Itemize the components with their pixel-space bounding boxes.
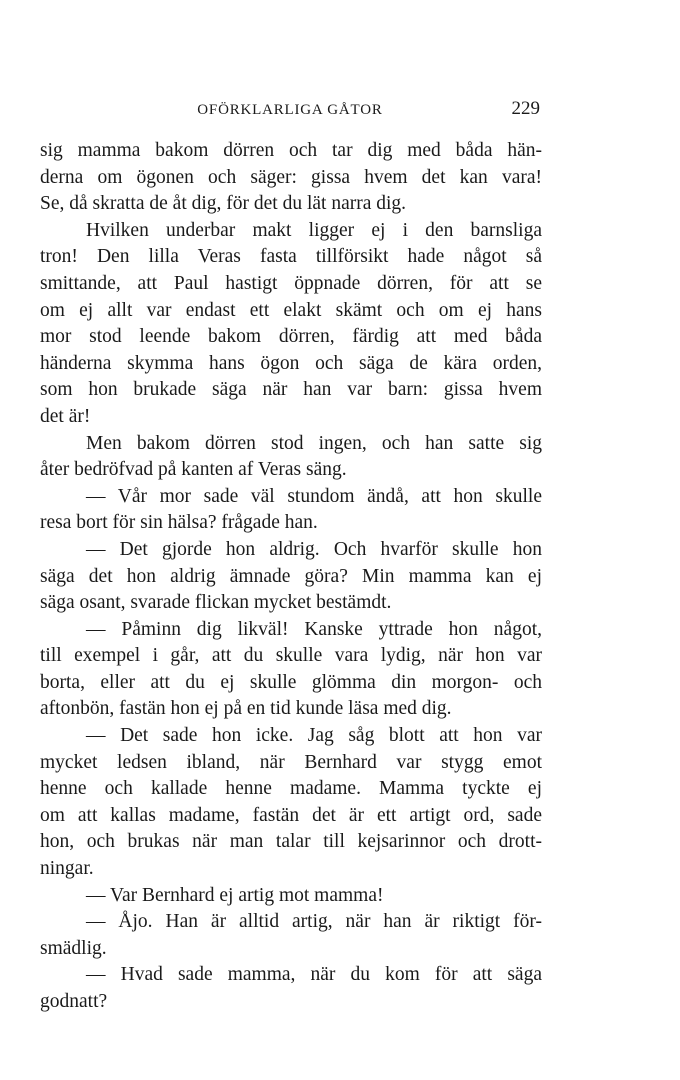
text-line: Se, då skratta de åt dig, för det du lät narra dig.	[40, 193, 407, 215]
running-title: OFÖRKLARLIGA GÅTOR	[197, 102, 383, 118]
text-line: om att kallas madame, fastän det är ett artigt ord, sade	[40, 804, 542, 826]
text-line: — Åjo. Han är alltid artig, när han är riktigt för-	[86, 911, 542, 933]
page-number: 229	[511, 98, 540, 119]
text-line: resa bort för sin hälsa? frågade han.	[40, 512, 318, 534]
text-line: henne och kallade henne madame. Mamma tyckte ej	[40, 778, 542, 800]
text-line: aftonbön, fastän hon ej på en tid kunde läsa med dig.	[40, 698, 452, 720]
text-line: åter bedröfvad på kanten af Veras säng.	[40, 459, 347, 481]
text-line: smittande, att Paul hastigt öppnade dörren, för att se	[40, 272, 542, 294]
text-line: det är!	[40, 405, 91, 427]
paragraph	[40, 138, 542, 218]
text-line: händerna skymma hans ögon och säga de kära orden,	[40, 352, 542, 374]
paragraph	[40, 723, 542, 883]
text-line: — Det sade hon icke. Jag såg blott att hon var	[86, 725, 542, 747]
text-line: — Vår mor sade väl stundom ändå, att hon skulle	[86, 485, 542, 507]
paragraph	[40, 883, 542, 910]
text-line: Hvilken underbar makt ligger ej i den barnsliga	[86, 219, 542, 241]
text-line: mor stod leende bakom dörren, färdig att med båda	[40, 326, 542, 348]
paragraph	[40, 537, 542, 617]
running-head	[40, 98, 540, 124]
text-line: derna om ögonen och säger: gissa hvem det kan vara!	[40, 166, 542, 188]
text-line: Men bakom dörren stod ingen, och han satte sig	[86, 432, 542, 454]
text-line: godnatt?	[40, 991, 108, 1012]
paragraph	[40, 218, 542, 431]
text-line: — Det gjorde hon aldrig. Och hvarför skulle hon	[86, 538, 542, 560]
body-text	[40, 138, 542, 1016]
text-line: — Var Bernhard ej artig mot mamma!	[86, 884, 384, 906]
text-line: — Påminn dig likväl! Kanske yttrade hon något,	[86, 618, 542, 640]
text-line: om ej allt var endast ett elakt skämt och om ej hans	[40, 299, 542, 321]
text-line: säga det hon aldrig ämnade göra? Min mamma kan ej	[40, 565, 542, 587]
text-line: säga osant, svarade flickan mycket bestämdt.	[40, 592, 392, 614]
paragraph	[40, 909, 542, 962]
text-line: som hon brukade säga när han var barn: gissa hvem	[40, 379, 542, 401]
paragraph	[40, 484, 542, 537]
text-line: smädlig.	[40, 937, 107, 959]
text-line: tron! Den lilla Veras fasta tillförsikt hade något så	[40, 246, 542, 268]
paragraph	[40, 962, 542, 1015]
text-line: till exempel i går, att du skulle vara lydig, när hon var	[40, 645, 542, 667]
text-line: hon, och brukas när man talar till kejsarinnor och drott-	[40, 831, 542, 853]
paragraph	[40, 431, 542, 484]
text-line: mycket ledsen ibland, när Bernhard var stygg emot	[40, 751, 542, 773]
text-line: — Hvad sade mamma, när du kom för att säga	[86, 964, 542, 986]
text-line: borta, eller att du ej skulle glömma din morgon- och	[40, 671, 542, 693]
text-line: sig mamma bakom dörren och tar dig med båda hän-	[40, 140, 542, 161]
paragraph	[40, 617, 542, 723]
text-line: ningar.	[40, 858, 94, 880]
